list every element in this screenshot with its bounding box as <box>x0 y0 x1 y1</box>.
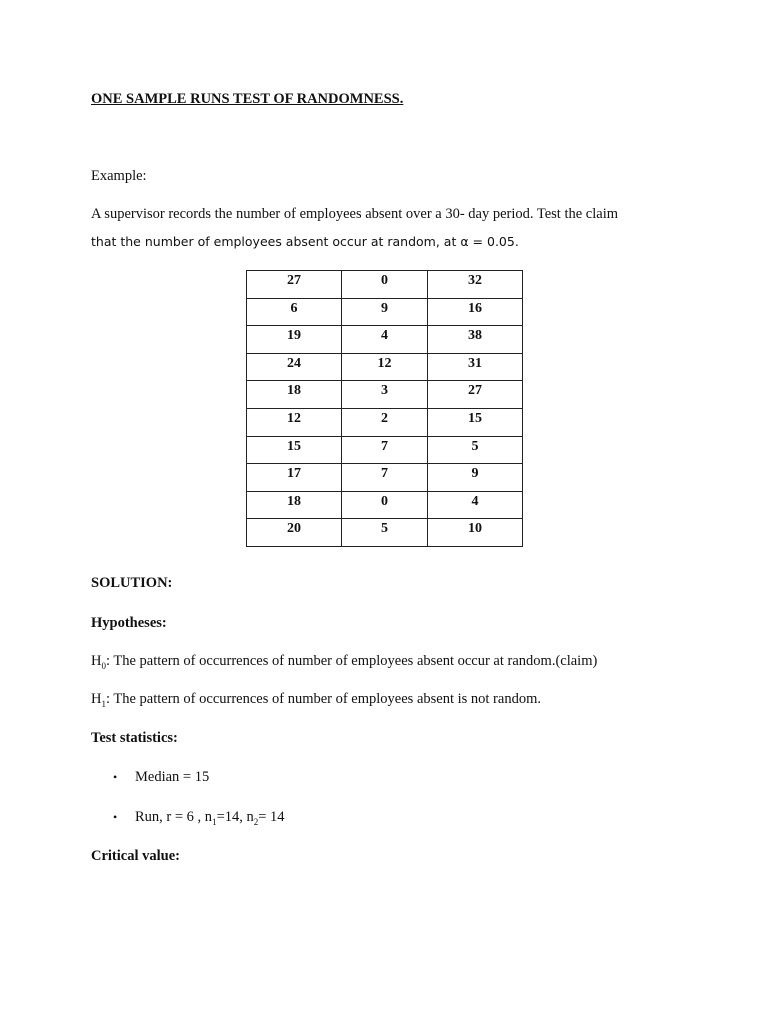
table-row <box>247 519 523 547</box>
table-row <box>247 326 523 354</box>
table-cell: 18 <box>247 381 342 409</box>
table-row <box>247 298 523 326</box>
table-cell: 24 <box>247 353 342 381</box>
h0-symbol: H <box>91 653 102 669</box>
table-row <box>247 436 523 464</box>
table-cell: 0 <box>342 271 428 299</box>
table-cell: 4 <box>342 326 428 354</box>
alternative-hypothesis <box>91 690 541 708</box>
bullet-run: • <box>113 810 118 824</box>
run-mid: =14, n <box>216 809 254 825</box>
h0-text: : The pattern of occurrences of number of employees absent occur at random.(claim) <box>105 653 598 669</box>
table-cell: 27 <box>428 381 523 409</box>
table-cell: 4 <box>428 491 523 519</box>
table-row <box>247 491 523 519</box>
table-row <box>247 271 523 299</box>
table-cell: 5 <box>428 436 523 464</box>
table-cell: 15 <box>247 436 342 464</box>
table-cell: 27 <box>247 271 342 299</box>
bullet-median: • <box>113 770 118 784</box>
table-row <box>247 381 523 409</box>
table-cell: 31 <box>428 353 523 381</box>
solution-heading: SOLUTION: <box>91 575 173 591</box>
table-cell: 12 <box>342 353 428 381</box>
run-prefix: Run, r = 6 , n <box>135 809 213 825</box>
table-cell: 32 <box>428 271 523 299</box>
h1-subscript: 1 <box>101 698 106 709</box>
table-cell: 5 <box>342 519 428 547</box>
table-cell: 9 <box>428 464 523 492</box>
absence-data-table <box>246 270 523 547</box>
table-cell: 12 <box>247 408 342 436</box>
example-label: Example: <box>91 168 147 184</box>
table-cell: 38 <box>428 326 523 354</box>
document-title: ONE SAMPLE RUNS TEST OF RANDOMNESS. <box>91 91 404 107</box>
test-statistics-heading: Test statistics: <box>91 730 178 746</box>
critical-value-heading: Critical value: <box>91 848 180 864</box>
hypotheses-heading: Hypotheses: <box>91 615 167 631</box>
table-cell: 3 <box>342 381 428 409</box>
table-cell: 2 <box>342 408 428 436</box>
table-cell: 0 <box>342 491 428 519</box>
null-hypothesis <box>91 652 597 670</box>
n2-subscript: 2 <box>253 816 259 827</box>
h0-subscript: 0 <box>101 660 106 671</box>
table-row <box>247 408 523 436</box>
problem-statement-line-2: that the number of employees absent occur at random, at α = 0.05. <box>91 234 519 249</box>
median-value: Median = 15 <box>135 769 210 785</box>
n1-subscript: 1 <box>212 816 217 827</box>
h1-symbol: H <box>91 691 102 707</box>
table-row <box>247 464 523 492</box>
table-cell: 9 <box>342 298 428 326</box>
table-cell: 6 <box>247 298 342 326</box>
table-cell: 7 <box>342 464 428 492</box>
run-statistics <box>135 808 285 826</box>
table-cell: 18 <box>247 491 342 519</box>
table-cell: 20 <box>247 519 342 547</box>
table-row <box>247 353 523 381</box>
table-cell: 17 <box>247 464 342 492</box>
table-cell: 19 <box>247 326 342 354</box>
table-cell: 7 <box>342 436 428 464</box>
h1-text: : The pattern of occurrences of number of employees absent is not random. <box>105 691 541 707</box>
table-cell: 15 <box>428 408 523 436</box>
table-cell: 10 <box>428 519 523 547</box>
problem-statement-line-1: A supervisor records the number of employees absent over a 30- day period. Test the claim <box>91 206 619 222</box>
table-cell: 16 <box>428 298 523 326</box>
run-suffix: = 14 <box>258 809 285 825</box>
